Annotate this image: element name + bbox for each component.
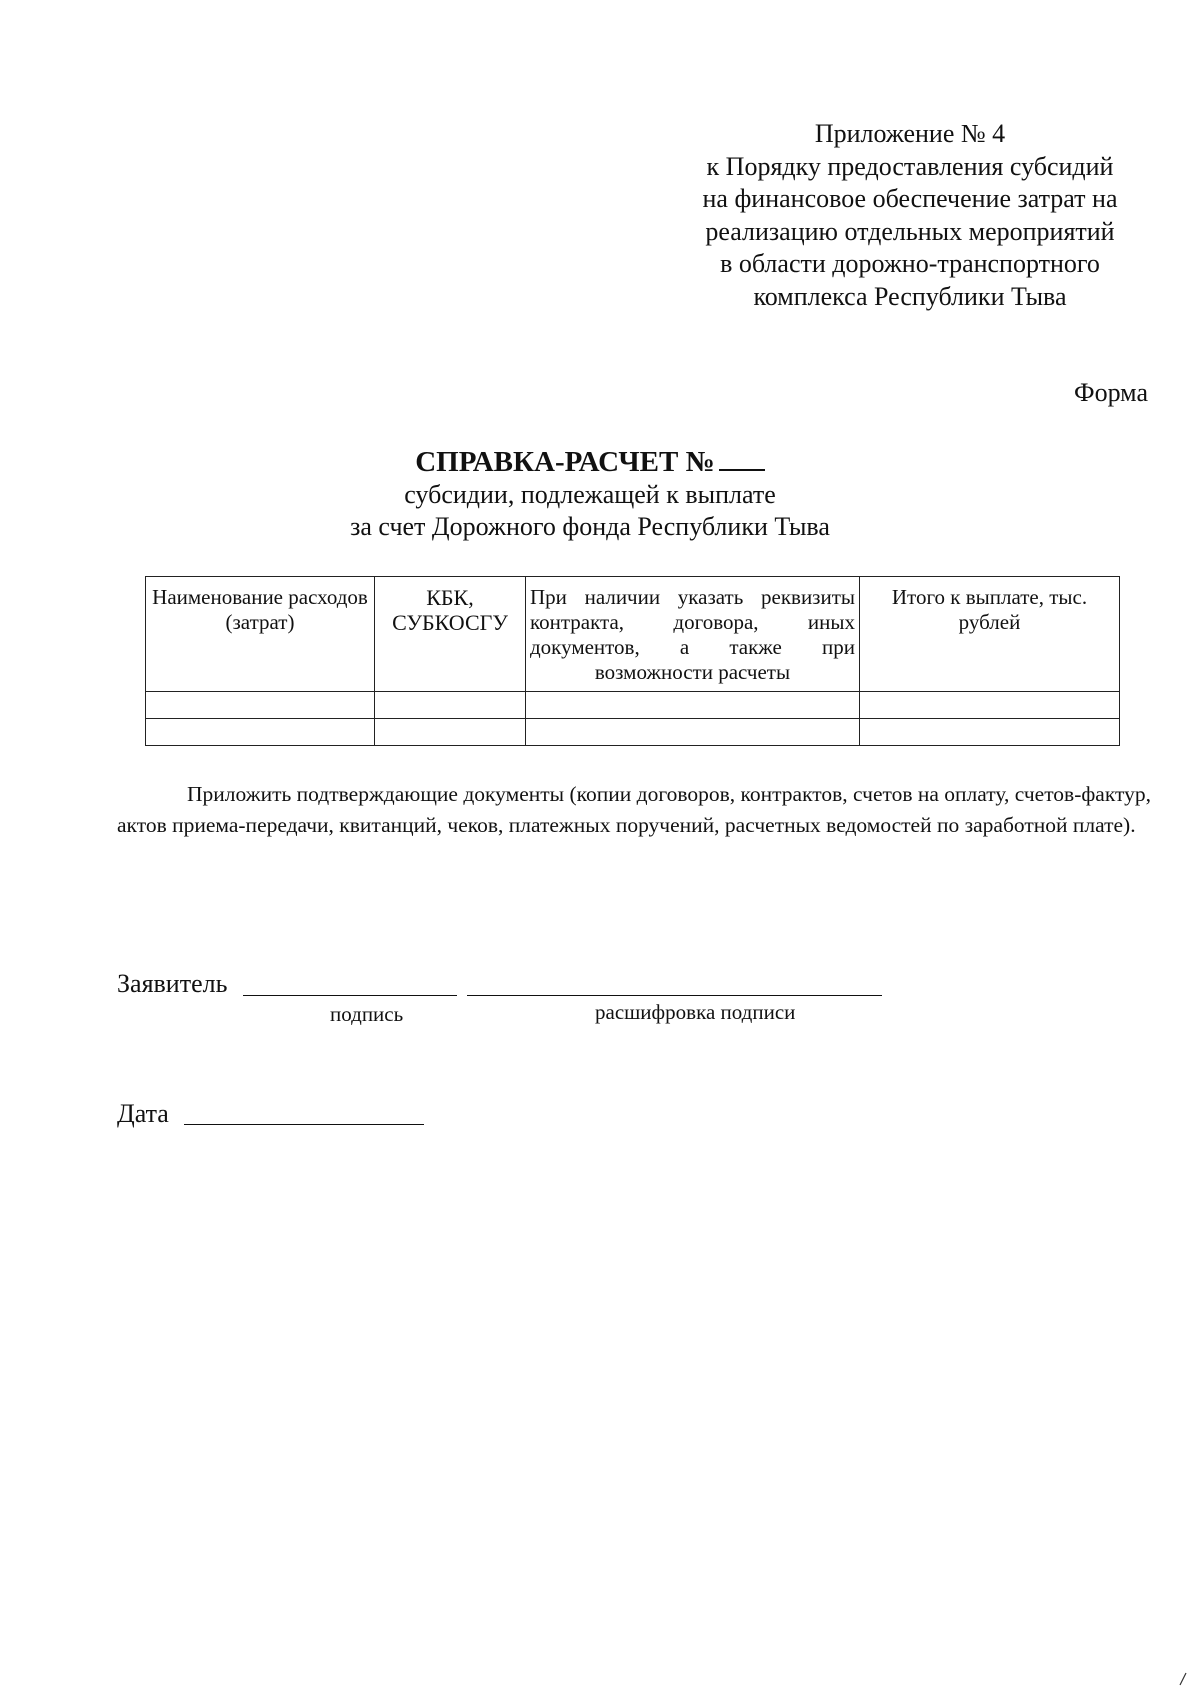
table-cell[interactable] — [860, 692, 1120, 719]
table-cell[interactable] — [375, 692, 526, 719]
appendix-line: реализацию отдельных мероприятий — [705, 216, 1115, 246]
signature-caption: подпись — [330, 1002, 404, 1026]
appendix-line: комплекса Республики Тыва — [753, 281, 1067, 311]
document-subtitle: субсидии, подлежащей к выплате — [404, 480, 776, 509]
attachment-note: Приложить подтверждающие документы (копии договоров, контрактов, счетов на оплату, счетов-фактур, актов приема-передачи, квитанций, чеков, платежных поручений, расчетных ведомостей по заработной плате). — [117, 782, 1151, 837]
document-title-text: СПРАВКА-РАСЧЕТ № — [415, 446, 715, 478]
scan-mark-icon — [1178, 1672, 1188, 1686]
table-cell[interactable] — [860, 719, 1120, 746]
decoding-caption: расшифровка подписи — [595, 1000, 796, 1024]
number-blank-line — [719, 443, 765, 471]
appendix-header — [660, 118, 1160, 313]
applicant-label: Заявитель — [117, 969, 228, 998]
table-header-row — [146, 577, 1120, 692]
date-label: Дата — [117, 1099, 169, 1128]
table-row — [146, 692, 1120, 719]
table-cell[interactable] — [526, 692, 860, 719]
appendix-line: в области дорожно-транспортного — [720, 249, 1100, 278]
document-title — [290, 443, 890, 479]
signature-line[interactable] — [243, 995, 457, 996]
table-cell[interactable] — [146, 692, 375, 719]
table-cell[interactable] — [526, 719, 860, 746]
appendix-line: к Порядку предоставления субсидий — [706, 151, 1114, 181]
form-label: Форма — [1074, 378, 1148, 407]
signature-decoding-line[interactable] — [467, 995, 882, 996]
header-total-payment: Итого к выплате, тыс. рублей — [860, 577, 1120, 692]
document-subtitle-2: за счет Дорожного фонда Республики Тыва — [350, 512, 830, 541]
header-contract-details: При наличии указать реквизиты контракта, договора, иных документов, а также при возможности расчеты — [526, 577, 860, 692]
header-kbk: КБК, СУБКОСГУ — [375, 577, 526, 692]
appendix-line: на финансовое обеспечение затрат на — [702, 184, 1118, 213]
title-block — [290, 443, 890, 543]
table-row — [146, 719, 1120, 746]
table-cell[interactable] — [146, 719, 375, 746]
table-cell[interactable] — [375, 719, 526, 746]
date-line[interactable] — [184, 1124, 424, 1125]
appendix-line: Приложение № 4 — [814, 119, 1006, 148]
header-expense-name: Наименование расходов (затрат) — [146, 577, 375, 692]
expenses-table — [145, 576, 1120, 746]
